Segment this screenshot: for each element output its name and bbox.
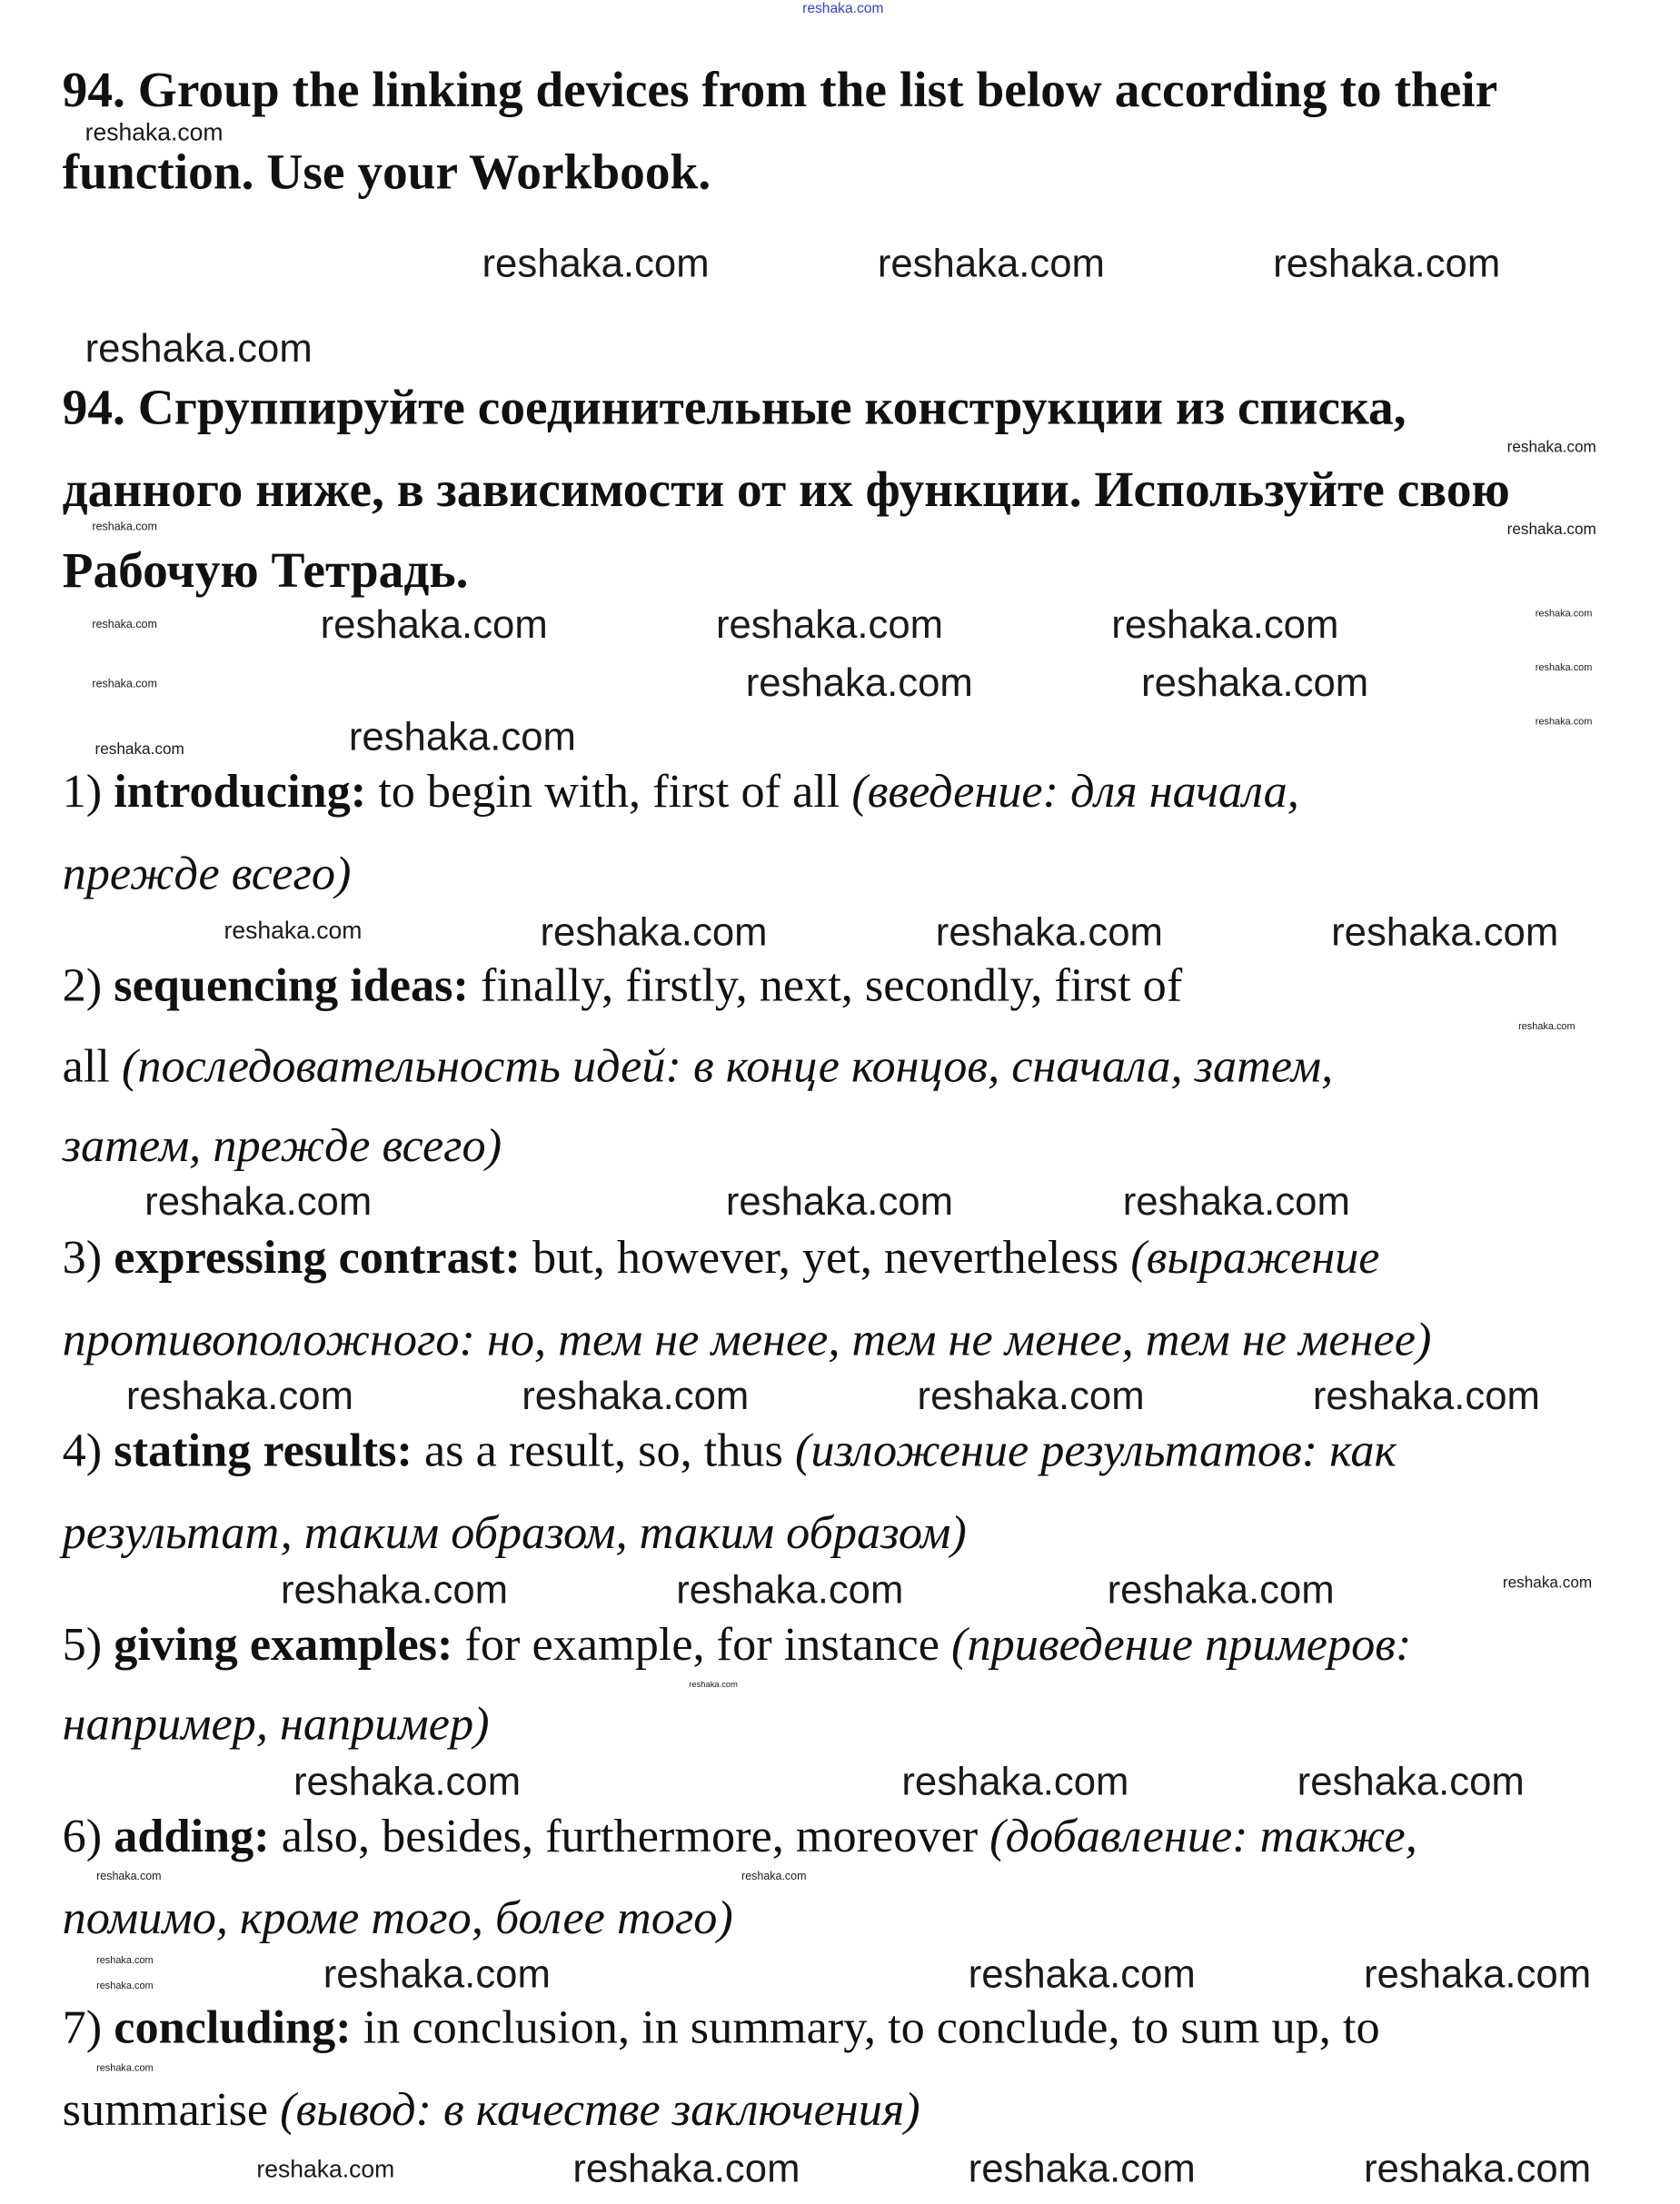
- watermark: reshaka.com: [1273, 241, 1501, 285]
- watermark: reshaka.com: [715, 602, 944, 647]
- heading-ru-line: данного ниже, в зависимости от их функции. Используйте свою: [62, 461, 1510, 518]
- watermark: reshaka.com: [348, 714, 576, 759]
- site-link[interactable]: reshaka.com: [802, 1, 884, 17]
- watermark: reshaka.com: [1502, 1574, 1593, 1593]
- watermark: reshaka.com: [1506, 439, 1596, 457]
- list-item-cont: затем, прежде всего): [62, 1119, 502, 1173]
- watermark: reshaka.com: [280, 1567, 509, 1613]
- list-item-cont: помимо, кроме того, более того): [62, 1892, 733, 1945]
- list-item-cont: прежде всего): [62, 848, 352, 900]
- watermark: reshaka.com: [745, 660, 973, 705]
- watermark: reshaka.com: [96, 1870, 162, 1883]
- heading-en-line: 94. Group the linking devices from the list below according to their: [62, 61, 1498, 118]
- watermark: reshaka.com: [1297, 1759, 1525, 1803]
- watermark: reshaka.com: [877, 241, 1105, 285]
- heading-en-line: function. Use your Workbook.: [62, 143, 711, 201]
- watermark: reshaka.com: [84, 119, 224, 146]
- heading-ru-line: Рабочую Тетрадь.: [62, 541, 469, 599]
- watermark: reshaka.com: [725, 1179, 953, 1224]
- heading-ru-line: 94. Сгруппируйте соединительные конструкции из списка,: [62, 378, 1407, 436]
- list-item-cont: противоположного: но, тем не менее, тем не менее, тем не менее): [62, 1314, 1432, 1367]
- watermark: reshaka.com: [84, 325, 313, 371]
- watermark: reshaka.com: [293, 1759, 522, 1803]
- watermark: reshaka.com: [1535, 663, 1593, 674]
- watermark: reshaka.com: [1141, 660, 1369, 705]
- watermark: reshaka.com: [522, 1373, 750, 1418]
- watermark: reshaka.com: [256, 2156, 395, 2183]
- list-item-cont: all (последовательность идей: в конце концов, сначала, затем,: [62, 1040, 1334, 1093]
- watermark: reshaka.com: [92, 520, 157, 533]
- watermark: reshaka.com: [144, 1179, 373, 1224]
- list-item: 1) introducing: to begin with, first of all (введение: для начала,: [62, 765, 1299, 819]
- watermark: reshaka.com: [96, 1956, 154, 1967]
- list-item: 2) sequencing ideas: finally, firstly, next, secondly, first of: [62, 959, 1183, 1013]
- list-item: 7) concluding: in conclusion, in summary, to conclude, to sum up, to: [62, 2001, 1380, 2054]
- watermark: reshaka.com: [482, 241, 710, 285]
- watermark: reshaka.com: [1364, 2146, 1592, 2190]
- watermark: reshaka.com: [917, 1373, 1145, 1418]
- watermark: reshaka.com: [1506, 521, 1596, 539]
- watermark: reshaka.com: [689, 1681, 738, 1690]
- watermark: reshaka.com: [1122, 1179, 1350, 1224]
- watermark: reshaka.com: [323, 1951, 551, 1996]
- watermark: reshaka.com: [1535, 717, 1593, 728]
- watermark: reshaka.com: [96, 1981, 154, 1992]
- watermark: reshaka.com: [96, 2063, 154, 2074]
- list-item-cont: например, например): [62, 1698, 490, 1751]
- list-item: 5) giving examples: for example, for instance (приведение примеров:: [62, 1618, 1412, 1672]
- watermark: reshaka.com: [572, 2146, 800, 2190]
- watermark: reshaka.com: [1535, 609, 1593, 620]
- watermark: reshaka.com: [92, 618, 157, 631]
- watermark: reshaka.com: [540, 909, 768, 955]
- watermark: reshaka.com: [935, 909, 1163, 955]
- watermark: reshaka.com: [1111, 602, 1339, 647]
- watermark: reshaka.com: [968, 1951, 1196, 1996]
- list-item: 4) stating results: as a result, so, thus (изложение результатов: как: [62, 1425, 1397, 1477]
- watermark: reshaka.com: [320, 602, 548, 647]
- list-item-cont: summarise (вывод: в качестве заключения): [62, 2083, 920, 2137]
- list-item: 3) expressing contrast: but, however, yet, nevertheless (выражение: [62, 1231, 1380, 1285]
- watermark: reshaka.com: [125, 1373, 353, 1418]
- watermark: reshaka.com: [1312, 1373, 1540, 1418]
- watermark: reshaka.com: [1107, 1567, 1335, 1613]
- watermark: reshaka.com: [741, 1870, 807, 1883]
- watermark: reshaka.com: [92, 677, 157, 690]
- list-item-cont: результат, таким образом, таким образом): [62, 1506, 967, 1560]
- watermark: reshaka.com: [224, 917, 363, 945]
- watermark: reshaka.com: [1331, 909, 1559, 955]
- watermark: reshaka.com: [1364, 1951, 1592, 1996]
- list-item: 6) adding: also, besides, furthermore, moreover (добавление: также,: [62, 1810, 1417, 1863]
- watermark: reshaka.com: [676, 1567, 904, 1613]
- watermark: reshaka.com: [901, 1759, 1129, 1803]
- watermark: reshaka.com: [1518, 1021, 1576, 1032]
- watermark: reshaka.com: [94, 741, 184, 759]
- watermark: reshaka.com: [968, 2146, 1196, 2190]
